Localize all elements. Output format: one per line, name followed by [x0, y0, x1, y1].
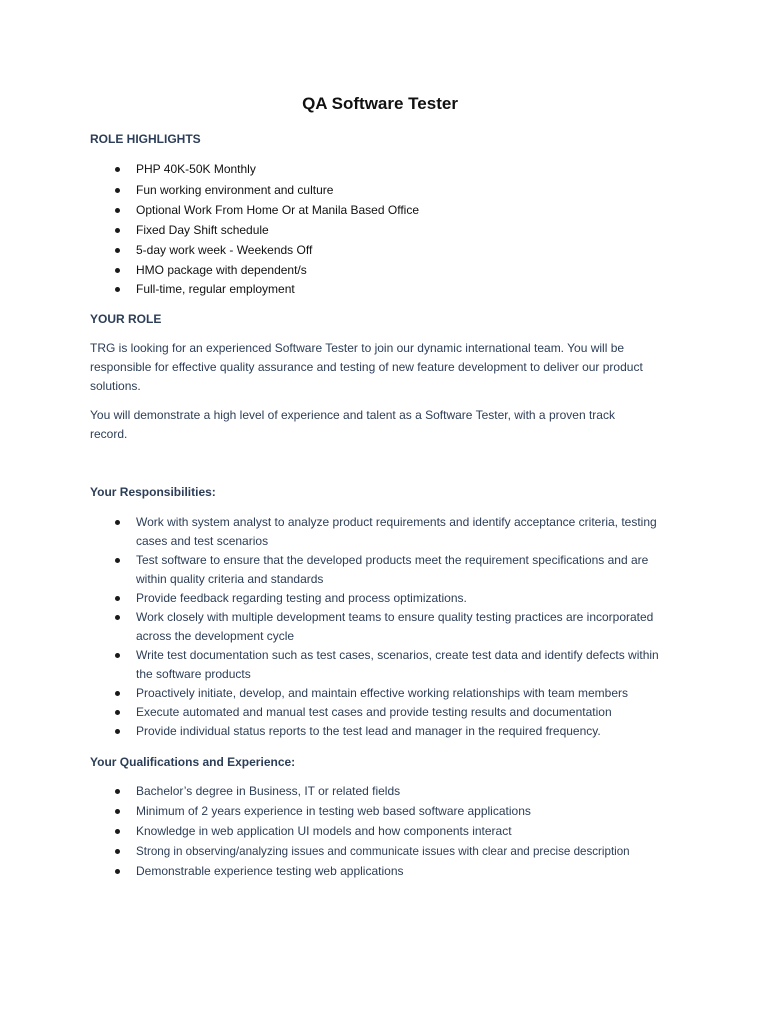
list-item-text: Optional Work From Home Or at Manila Based Office: [136, 203, 419, 217]
list-item-text: Demonstrable experience testing web applications: [136, 864, 404, 878]
responsibilities-list: [90, 513, 675, 741]
bullet-icon: [115, 729, 120, 734]
list-item-text: Fun working environment and culture: [136, 183, 334, 197]
list-item: [90, 802, 690, 821]
responsibilities-heading: Your Responsibilities:: [90, 485, 216, 499]
list-item: [90, 280, 680, 299]
your-role-heading: YOUR ROLE: [90, 312, 162, 326]
list-item-text: Write test documentation such as test cases, scenarios, create test data and identify defects within the software products: [136, 648, 659, 681]
bullet-icon: [115, 228, 120, 233]
list-item-text: 5-day work week - Weekends Off: [136, 243, 313, 257]
role-highlights-heading: ROLE HIGHLIGHTS: [90, 132, 201, 146]
list-item-text: Execute automated and manual test cases and provide testing results and documentation: [136, 705, 612, 719]
bullet-icon: [115, 287, 120, 292]
list-item: [90, 782, 690, 801]
list-item: [90, 842, 690, 861]
list-item-text: Full-time, regular employment: [136, 282, 295, 296]
bullet-icon: [115, 809, 120, 814]
bullet-icon: [115, 653, 120, 658]
list-item-text: Fixed Day Shift schedule: [136, 223, 269, 237]
bullet-icon: [115, 869, 120, 874]
qualifications-list: [90, 782, 690, 881]
bullet-icon: [115, 710, 120, 715]
list-item-text: Test software to ensure that the developed products meet the requirement specifications and are within quality criteria and standards: [136, 553, 649, 586]
bullet-icon: [115, 849, 120, 854]
list-item: [90, 241, 680, 260]
list-item-text: Provide individual status reports to the test lead and manager in the required frequency.: [136, 724, 601, 738]
list-item: [90, 160, 680, 179]
list-item-text: Work closely with multiple development teams to ensure quality testing practices are incorporated across the development cycle: [136, 610, 654, 643]
list-item-text: Strong in observing/analyzing issues and communicate issues with clear and precise description: [136, 845, 630, 858]
your-role-paragraph: You will demonstrate a high level of experience and talent as a Software Tester, with a proven track record.: [90, 408, 615, 441]
list-item-text: Knowledge in web application UI models and how components interact: [136, 824, 512, 838]
list-item: [90, 703, 675, 722]
bullet-icon: [115, 789, 120, 794]
bullet-icon: [115, 615, 120, 620]
list-item: [90, 589, 675, 608]
bullet-icon: [115, 268, 120, 273]
list-item: [90, 551, 675, 589]
bullet-icon: [115, 829, 120, 834]
list-item: [90, 608, 675, 646]
list-item: [90, 261, 680, 280]
list-item: [90, 862, 690, 881]
list-item: [90, 221, 680, 240]
list-item-text: HMO package with dependent/s: [136, 263, 307, 277]
list-item-text: Work with system analyst to analyze product requirements and identify acceptance criteria, testing cases and test scenarios: [136, 515, 657, 548]
bullet-icon: [115, 188, 120, 193]
role-highlights-list: [90, 160, 680, 299]
bullet-icon: [115, 558, 120, 563]
list-item-text: PHP 40K-50K Monthly: [136, 162, 256, 176]
list-item-text: Bachelor’s degree in Business, IT or related fields: [136, 784, 401, 798]
list-item-text: Proactively initiate, develop, and maintain effective working relationships with team members: [136, 686, 629, 700]
bullet-icon: [115, 520, 120, 525]
list-item-text: Provide feedback regarding testing and process optimizations.: [136, 591, 467, 605]
list-item: [90, 181, 680, 200]
bullet-icon: [115, 596, 120, 601]
bullet-icon: [115, 208, 120, 213]
list-item: [90, 646, 675, 684]
list-item: [90, 513, 675, 551]
list-item: [90, 684, 675, 703]
your-role-paragraph: TRG is looking for an experienced Software Tester to join our dynamic international team. You will be responsible for effective quality assurance and testing of new feature development to deliver our product solutions.: [90, 341, 643, 393]
list-item: [90, 822, 690, 841]
qualifications-heading: Your Qualifications and Experience:: [90, 755, 296, 769]
bullet-icon: [115, 248, 120, 253]
bullet-icon: [115, 691, 120, 696]
page-title: QA Software Tester: [302, 94, 458, 113]
list-item: [90, 201, 680, 220]
list-item: [90, 722, 675, 741]
list-item-text: Minimum of 2 years experience in testing web based software applications: [136, 804, 531, 818]
bullet-icon: [115, 167, 120, 172]
